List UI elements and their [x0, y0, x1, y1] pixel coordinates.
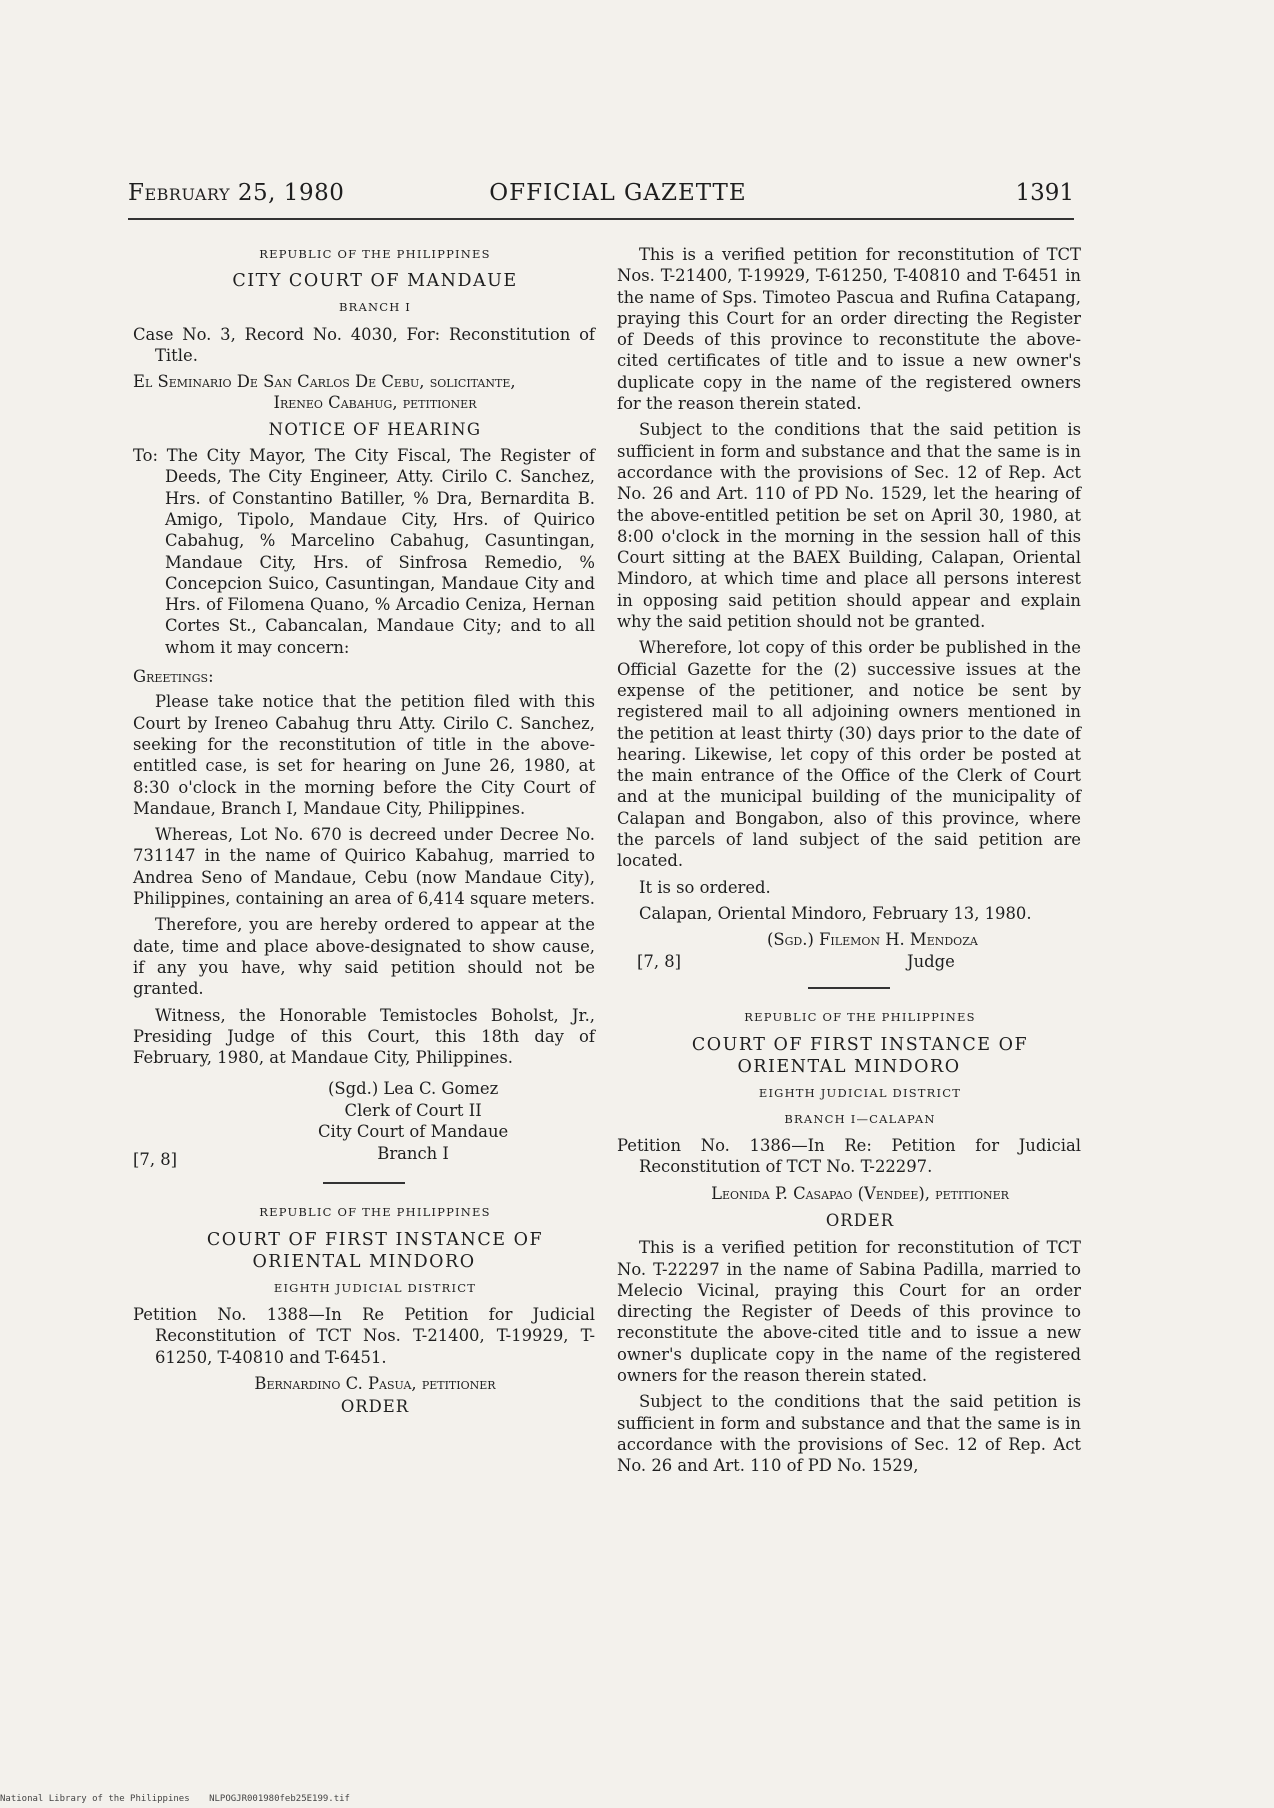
header-rule	[128, 218, 1074, 220]
page-number: 1391	[1015, 180, 1074, 206]
publication-ref: [7, 8]	[637, 952, 682, 972]
notice2-paragraph: This is a verified petition for reconstitution of TCT Nos. T-21400, T-19929, T-61250, T-40810 and T-6451 in the name of Sps. Timoteo Pascua and Rufina Catapang, praying this Court for an order directing the Register of Deeds of this province to reconstitute the above-cited certificates of title and to issue a new owner's duplicate copy in the name of the registered owners for the reason therein stated.	[617, 245, 1081, 414]
left-column	[133, 244, 595, 1422]
notice1-paragraph: Witness, the Honorable Temistocles Boholst, Jr., Presiding Judge of this Court, this 18th day of February, 1980, at Mandaue City, Philippines.	[133, 1005, 595, 1068]
notice2-paragraph: Subject to the conditions that the said petition is sufficient in form and substance and that the same is in accordance with the provisions of Sec. 12 of Rep. Act No. 26 and Art. 110 of PD No. 1529, let the hearing of the above-entitled petition be set on April 30, 1980, at 8:00 o'clock in the morning in the session hall of this Court sitting at the BAEX Building, Calapan, Oriental Mindoro, at which time and place all persons interest in opposing said petition should appear and explain why the said petition should not be granted.	[617, 420, 1081, 632]
signatory-name: (Sgd.) Lea C. Gomez	[328, 1079, 499, 1099]
notice3-branch: BRANCH I—CALAPAN	[784, 1111, 936, 1126]
notice1-branch: BRANCH I	[338, 300, 412, 315]
notice3-petition: Petition No. 1386—In Re: Petition for Judicial Reconstitution of TCT No. T-22297.	[617, 1136, 1081, 1177]
scan-filename: NLPOGJR001980feb25E199.tif	[209, 1794, 350, 1804]
signatory-branch: Branch I	[377, 1143, 449, 1163]
scan-footer	[0, 1794, 364, 1804]
notice3-petitioner: Leonida P. Casapao (Vendee), petitioner	[711, 1183, 1009, 1203]
notice2-paragraph: Wherefore, lot copy of this order be published in the Official Gazette for the (2) successive issues at the expense of the petitioner, and notice be sent by registered mail to all adjoining owners mentioned in the petition at least thirty (30) days prior to the date of hearing. Likewise, let copy of this order be posted at the main entrance of the Office of the Clerk of Court and at the municipal building of the municipality of Calapan and Bongabon, also of this province, where the parcels of land subject of the said petition are located.	[617, 638, 1081, 871]
notice1-heading: NOTICE OF HEARING	[268, 419, 482, 439]
notice3-district: EIGHTH JUDICIAL DISTRICT	[758, 1085, 962, 1100]
signatory-name: (Sgd.) Filemon H. Mendoza	[767, 930, 978, 950]
notice1-paragraph: Please take notice that the petition filed with this Court by Ireneo Cabahug thru Atty. Cirilo C. Sanchez, seeking for the reconstitution of title in the above-entitled case, is set for hearing on June 26, 1980, at 8:30 o'clock in the morning before the City Court of Mandaue, Branch I, Mandaue City, Philippines.	[133, 692, 595, 818]
notice1-parties: El Seminario De San Carlos De Cebu, solicitante,	[133, 372, 516, 392]
notice2-petitioner: Bernardino C. Pasua, petitioner	[254, 1373, 496, 1393]
publication-title: OFFICIAL GAZETTE	[489, 180, 747, 206]
section-divider	[323, 1182, 405, 1184]
notice1-court: CITY COURT OF MANDAUE	[232, 271, 518, 292]
notice3-paragraph: This is a verified petition for reconstitution of TCT No. T-22297 in the name of Sabina Padilla, married to Melecio Vicinal, praying this Court for an order directing the Register of Deeds of this province to reconstitute the above-cited title and to issue a new owner's duplicate copy in the name of the registered owners for the reason therein stated.	[617, 1238, 1081, 1386]
notice2-petition: Petition No. 1388—In Re Petition for Judicial Reconstitution of TCT Nos. T-21400, T-19929, T-61250, T-40810 and T-6451.	[133, 1304, 595, 1367]
section-divider	[808, 987, 890, 989]
notice3-heading: ORDER	[825, 1210, 895, 1230]
signatory-court: City Court of Mandaue	[318, 1122, 509, 1142]
right-column	[617, 244, 1081, 1482]
notice1-greetings: Greetings:	[133, 667, 214, 687]
notice2-court: COURT OF FIRST INSTANCE OF ORIENTAL MINDORO	[206, 1229, 544, 1272]
library-credit: National Library of the Philippines	[0, 1794, 190, 1804]
notice1-addressees: To: The City Mayor, The City Fiscal, The Register of Deeds, The City Engineer, Atty. Cirilo C. Sanchez, Hrs. of Constantino Batiller, % Dra, Bernardita B. Amigo, Tipolo, Mandaue City, Hrs. of Quirico Cabahug, % Marcelino Cabahug, Casuntingan, Mandaue City, Hrs. of Sinfrosa Remedio, % Concepcion Suico, Casuntingan, Mandaue City and Hrs. of Filomena Quano, % Arcadio Ceniza, Hernan Cortes St., Cabancalan, Mandaue City; and to all whom it may concern:	[133, 446, 595, 657]
signatory-title: Clerk of Court II	[344, 1100, 482, 1120]
notice2-heading: ORDER	[340, 1397, 410, 1417]
page-header	[128, 180, 1074, 210]
notice2-paragraph: Calapan, Oriental Mindoro, February 13, 1980.	[639, 903, 1032, 923]
notice1-petitioner: Ireneo Cabahug, petitioner	[273, 393, 477, 413]
signatory-title: Judge	[907, 952, 955, 972]
notice1-paragraph: Whereas, Lot No. 670 is decreed under Decree No. 731147 in the name of Quirico Kabahug, married to Andrea Seno of Mandaue, Cebu (now Mandaue City), Philippines, containing an area of 6,414 square meters.	[133, 825, 595, 909]
notice2-republic: REPUBLIC OF THE PHILIPPINES	[259, 1205, 491, 1220]
notice3-court: COURT OF FIRST INSTANCE OF ORIENTAL MINDORO	[691, 1034, 1029, 1077]
notice1-paragraph: Therefore, you are hereby ordered to appear at the date, time and place above-designated to show cause, if any you have, why said petition should not be granted.	[133, 915, 595, 999]
notice2-district: EIGHTH JUDICIAL DISTRICT	[273, 1280, 477, 1295]
notice2-paragraph: It is so ordered.	[639, 877, 771, 897]
notice1-case: Case No. 3, Record No. 4030, For: Reconstitution of Title.	[133, 324, 595, 365]
notice3-paragraph: Subject to the conditions that the said petition is sufficient in form and substance and that the same is in accordance with the provisions of Sec. 12 of Rep. Act No. 26 and Art. 110 of PD No. 1529,	[617, 1392, 1081, 1476]
notice1-signature-block	[133, 1078, 595, 1170]
publication-ref: [7, 8]	[133, 1150, 178, 1170]
issue-date: February 25, 1980	[128, 180, 345, 206]
notice2-signature-block	[617, 929, 1081, 975]
notice3-republic: REPUBLIC OF THE PHILIPPINES	[744, 1010, 976, 1025]
notice1-republic: REPUBLIC OF THE PHILIPPINES	[259, 247, 491, 261]
